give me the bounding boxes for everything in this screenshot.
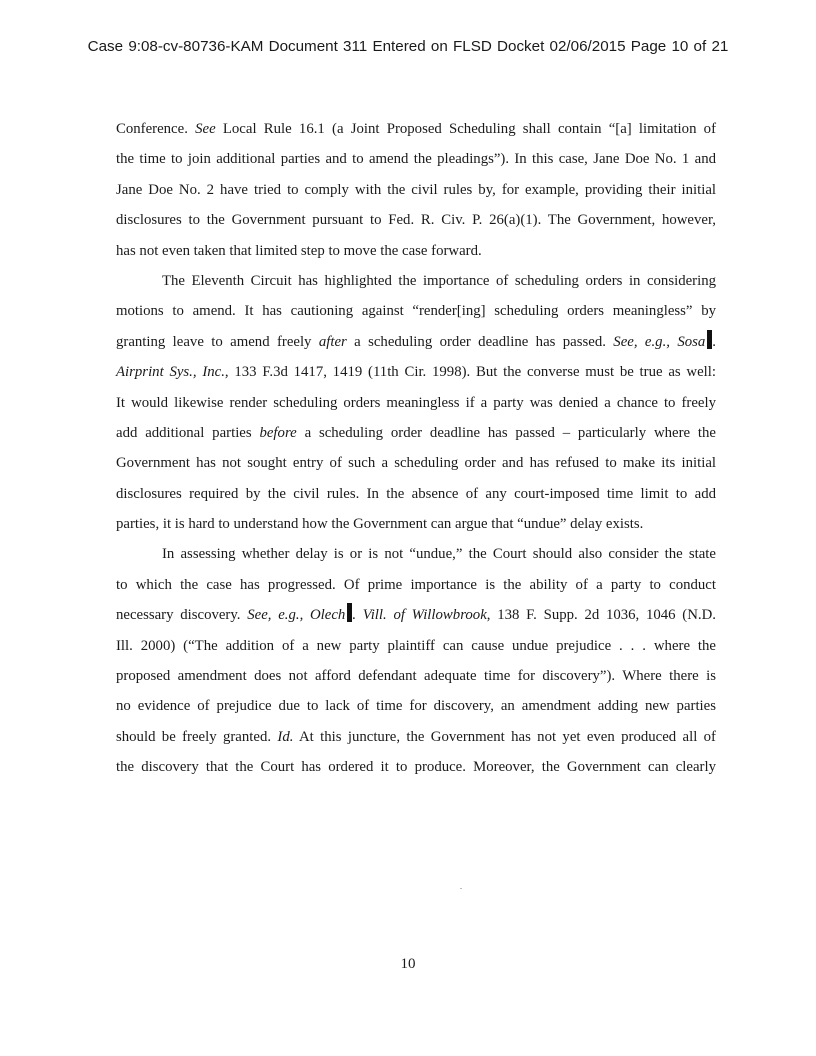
text-line: no evidence of prejudice due to lack of time for discovery, an amendment adding new parties xyxy=(116,698,716,715)
text-line: It would likewise render scheduling orders meaningless if a party was denied a chance to freely xyxy=(116,394,716,411)
scan-speck xyxy=(460,888,462,889)
text-line: granting leave to amend freely after a scheduling order deadline has passed. See, e.g., Sosa . xyxy=(116,327,716,357)
text-line: In assessing whether delay is or is not “undue,” the Court should also consider the state xyxy=(162,546,716,563)
text-line: proposed amendment does not afford defendant adequate time for discovery”). Where there is xyxy=(116,668,716,685)
text-line: motions to amend. It has cautioning against “render[ing] scheduling orders meaningless” by xyxy=(116,303,716,320)
text-line: parties, it is hard to understand how the Government can argue that “undue” delay exists. xyxy=(116,516,644,533)
page-number: 10 xyxy=(400,956,416,972)
text-line: Government has not sought entry of such a scheduling order and has refused to make its initial xyxy=(116,455,716,472)
case-header: Case 9:08-cv-80736-KAM Document 311 Entered on FLSD Docket 02/06/2015 Page 10 of 21 xyxy=(87,38,729,55)
text-line: Ill. 2000) (“The addition of a new party plaintiff can cause undue prejudice . . . where the xyxy=(116,637,716,654)
text-line: the discovery that the Court has ordered it to produce. Moreover, the Government can clearly xyxy=(116,759,716,776)
text-line: necessary discovery. See, e.g., Olech . Vill. of Willowbrook, 138 F. Supp. 2d 1036, 1046 (N.D. xyxy=(116,600,716,630)
text-line: should be freely granted. Id. At this juncture, the Government has not yet even produced all of xyxy=(116,728,716,745)
text-line: has not even taken that limited step to move the case forward. xyxy=(116,242,482,259)
text-line: Airprint Sys., Inc., 133 F.3d 1417, 1419 (11th Cir. 1998). But the converse must be true as well: xyxy=(116,364,716,381)
text-line: add additional parties before a scheduling order deadline has passed – particularly where the xyxy=(116,424,716,441)
paragraph xyxy=(116,266,716,540)
paragraph xyxy=(116,539,716,782)
text-line: the time to join additional parties and to amend the pleadings”). In this case, Jane Doe No. 1 and xyxy=(116,151,716,168)
document-body xyxy=(116,114,716,783)
text-line: disclosures required by the civil rules. In the absence of any court-imposed time limit to add xyxy=(116,485,716,502)
text-line: to which the case has progressed. Of prime importance is the ability of a party to conduct xyxy=(116,576,716,593)
text-line: disclosures to the Government pursuant to Fed. R. Civ. P. 26(a)(1). The Government, however, xyxy=(116,212,716,229)
text-line: The Eleventh Circuit has highlighted the importance of scheduling orders in considering xyxy=(162,272,716,289)
text-line: Jane Doe No. 2 have tried to comply with the civil rules by, for example, providing their initial xyxy=(116,181,716,198)
text-line: Conference. See Local Rule 16.1 (a Joint Proposed Scheduling shall contain “[a] limitation of xyxy=(116,121,717,137)
paragraph xyxy=(116,114,716,266)
